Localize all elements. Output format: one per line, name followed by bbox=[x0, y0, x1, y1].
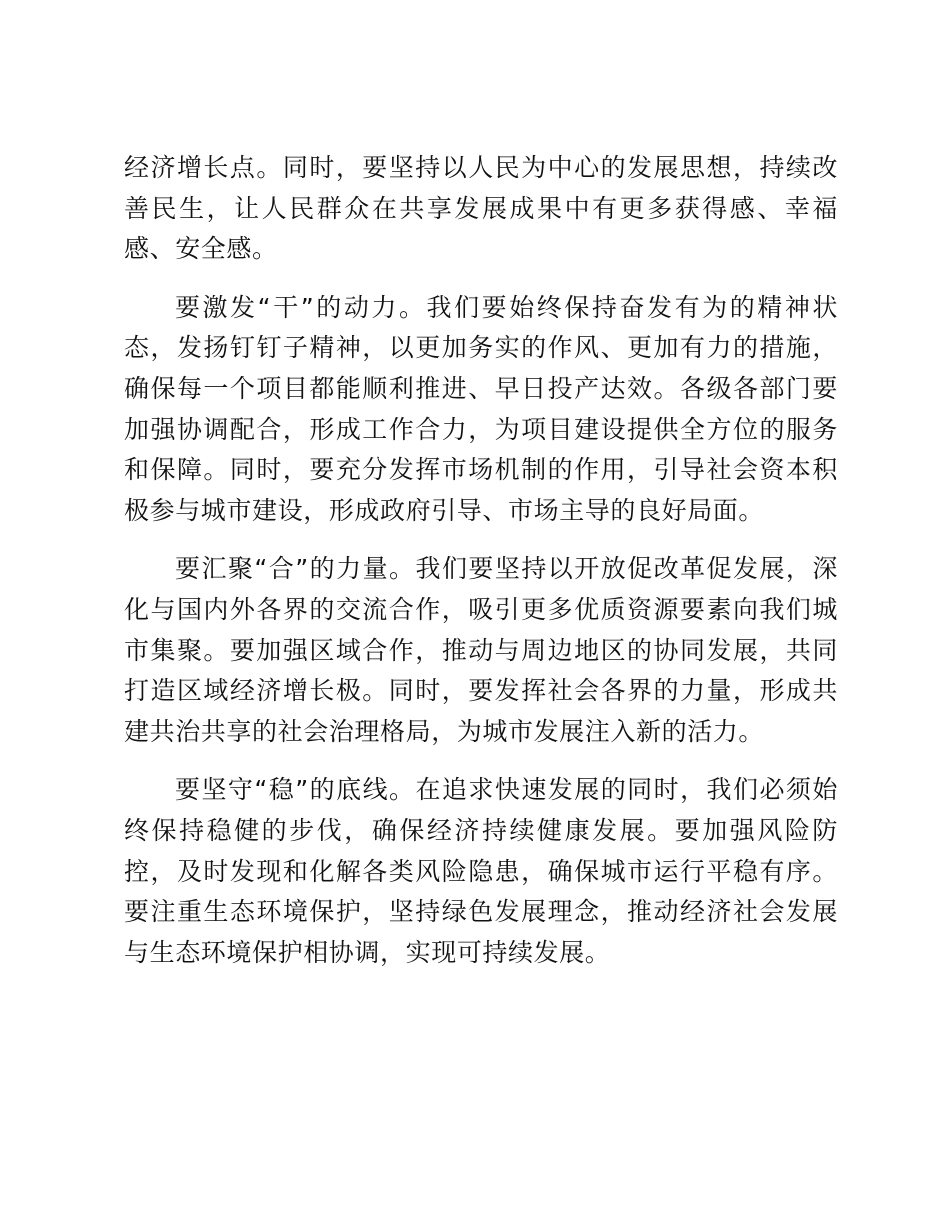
paragraph-wen-stability: 要坚守“稳”的底线。在追求快速发展的同时，我们必须始终保持稳健的步伐，确保经济持续健康发展。要加强风险防控，及时发现和化解各类风险隐患，确保城市运行平稳有序。要注重生态环境保护，坚持绿色发展理念，推动经济社会发展与生态环境保护相协调，实现可持续发展。 bbox=[124, 775, 838, 967]
paragraph-gan-motivation: 要激发“干”的动力。我们要始终保持奋发有为的精神状态，发扬钉钉子精神，以更加务实的作风、更加有力的措施，确保每一个项目都能顺利推进、早日投产达效。各级各部门要加强协调配合，形成工作合力，为项目建设提供全方位的服务和保障。同时，要充分发挥市场机制的作用，引导社会资本积极参与城市建设，形成政府引导、市场主导的良好局面。 bbox=[124, 292, 838, 525]
paragraph-continuation: 经济增长点。同时，要坚持以人民为中心的发展思想，持续改善民生，让人民群众在共享发展成果中有更多获得感、幸福感、安全感。 bbox=[124, 153, 838, 264]
paragraph-he-cooperation: 要汇聚“合”的力量。我们要坚持以开放促改革促发展，深化与国内外各界的交流合作，吸引更多优质资源要素向我们城市集聚。要加强区域合作，推动与周边地区的协同发展，共同打造区域经济增长极。同时，要发挥社会各界的力量，形成共建共治共享的社会治理格局，为城市发展注入新的活力。 bbox=[124, 554, 838, 746]
document-body bbox=[124, 148, 838, 973]
